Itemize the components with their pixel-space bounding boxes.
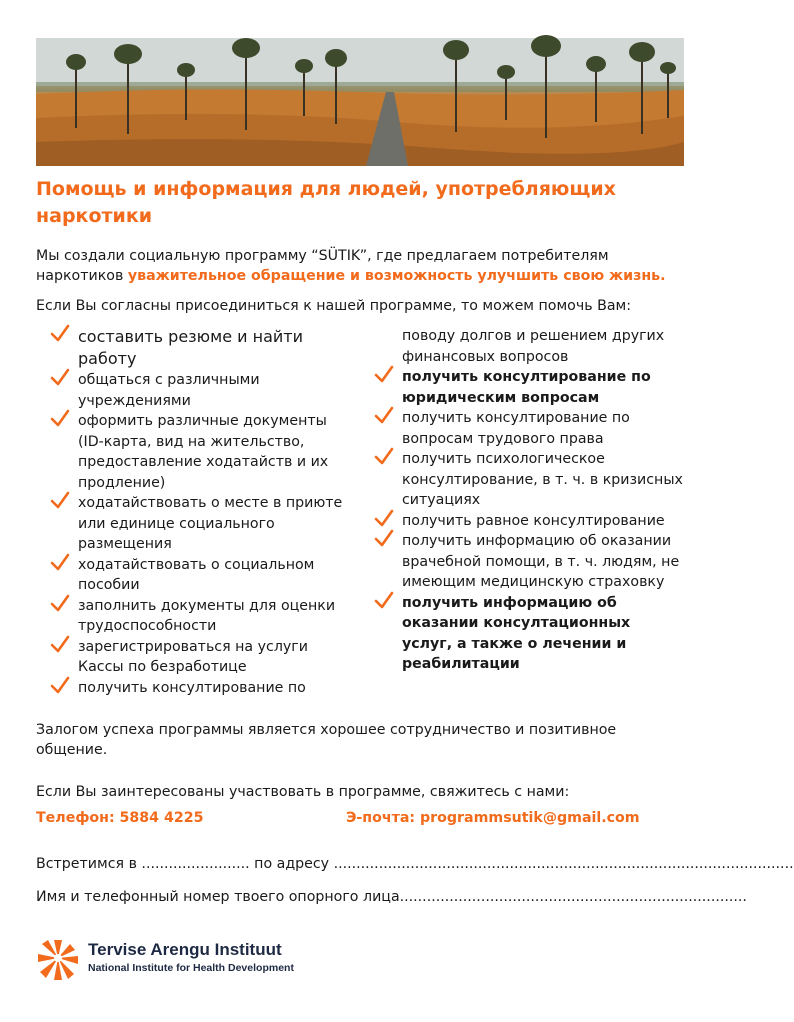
- list-item: [48, 411, 348, 493]
- list-item-text: получить консултирование по вопросам трудового права: [402, 410, 630, 447]
- list-item: [372, 511, 684, 532]
- list-item: [372, 367, 684, 408]
- list-item-text: получить информацию об оказании консултационных услуг, а также о лечении и реабилитации: [402, 594, 631, 672]
- list-item: [372, 531, 684, 593]
- intro-highlight: уважительное обращение и возможность улучшить свою жизнь.: [127, 268, 666, 284]
- list-item-text: ходатайствовать о месте в приюте или единице социального размещения: [78, 495, 343, 552]
- email-address: Э-почта: programmsutik@gmail.com: [346, 810, 640, 826]
- checkmark-icon: [374, 509, 394, 529]
- list-item: [48, 637, 348, 678]
- logo-name: Tervise Arengu Instituut: [88, 940, 282, 959]
- success-paragraph: Залогом успеха программы является хорошее сотрудничество и позитивное общение.: [36, 722, 617, 758]
- checkmark-icon: [50, 324, 70, 344]
- checkmark-icon: [50, 553, 70, 573]
- logo-subtitle: National Institute for Health Development: [88, 962, 294, 974]
- list-item: [48, 596, 348, 637]
- checkmark-icon: [50, 635, 70, 655]
- list-item-text: заполнить документы для оценки трудоспособности: [78, 597, 336, 634]
- intro-text: Мы создали социальную программу “SÜTIK”, где предлагаем потребителям наркотиков: [36, 248, 609, 284]
- checkmark-icon: [374, 529, 394, 549]
- institute-logo: [36, 938, 336, 984]
- list-item: [48, 555, 348, 596]
- checkmark-icon: [50, 594, 70, 614]
- list-item-text: получить информацию об оказании врачебной помощи, в т. ч. людям, не имеющим медицинскую страховку: [402, 533, 680, 590]
- list-item: [48, 678, 348, 699]
- header-photo-bog-boardwalk: [36, 38, 684, 166]
- list-item: [48, 326, 348, 370]
- meeting-fill-line: Встретимся в ........................ по адресу ......................................................................................................: [36, 856, 794, 872]
- checkmark-icon: [374, 365, 394, 385]
- list-item-text: общаться с различными учреждениями: [78, 372, 260, 409]
- list-item-text: получить консултирование по юридическим вопросам: [402, 369, 651, 406]
- checkmark-icon: [50, 368, 70, 388]
- list-item-text: получить психологическое консултирование, в т. ч. в кризисных ситуациях: [402, 451, 683, 508]
- list-item: [372, 449, 684, 511]
- list-item: [372, 593, 684, 675]
- list-item-text: получить равное консултирование: [402, 512, 665, 529]
- list-item-text: ходатайствовать о социальном пособии: [78, 556, 315, 593]
- services-list-left: [48, 326, 348, 698]
- list-item-text: получить консултирование по: [78, 679, 306, 696]
- sunburst-logo-icon: [36, 938, 80, 982]
- list-item-continuation: [372, 326, 684, 367]
- list-item: [48, 370, 348, 411]
- intro-paragraph: [36, 246, 684, 286]
- list-item: [372, 408, 684, 449]
- list-item-text: оформить различные документы (ID-карта, вид на жительство, предоставление ходатайств и их продление): [78, 413, 329, 491]
- list-item-text: зарегистрироваться на услуги Кассы по безработице: [78, 638, 308, 675]
- checkmark-icon: [374, 447, 394, 467]
- contact-intro: Если Вы заинтересованы участвовать в программе, свяжитесь с нами:: [36, 784, 570, 800]
- agree-paragraph: Если Вы согласны присоединиться к нашей программе, то можем помочь Вам:: [36, 298, 632, 314]
- page-title: Помощь и информация для людей, употребляющих наркотики: [36, 178, 616, 227]
- contact-person-fill-line: Имя и телефонный номер твоего опорного лица.............................................................................: [36, 889, 747, 905]
- checkmark-icon: [374, 406, 394, 426]
- checkmark-icon: [374, 591, 394, 611]
- list-item-text: поводу долгов и решением других финансовых вопросов: [402, 328, 665, 365]
- services-list-right: [372, 326, 684, 675]
- checkmark-icon: [50, 491, 70, 511]
- list-item: [48, 493, 348, 555]
- phone-number: Телефон: 5884 4225: [36, 810, 204, 826]
- checkmark-icon: [50, 409, 70, 429]
- list-item-text: составить резюме и найти работу: [78, 327, 304, 368]
- checkmark-icon: [50, 676, 70, 696]
